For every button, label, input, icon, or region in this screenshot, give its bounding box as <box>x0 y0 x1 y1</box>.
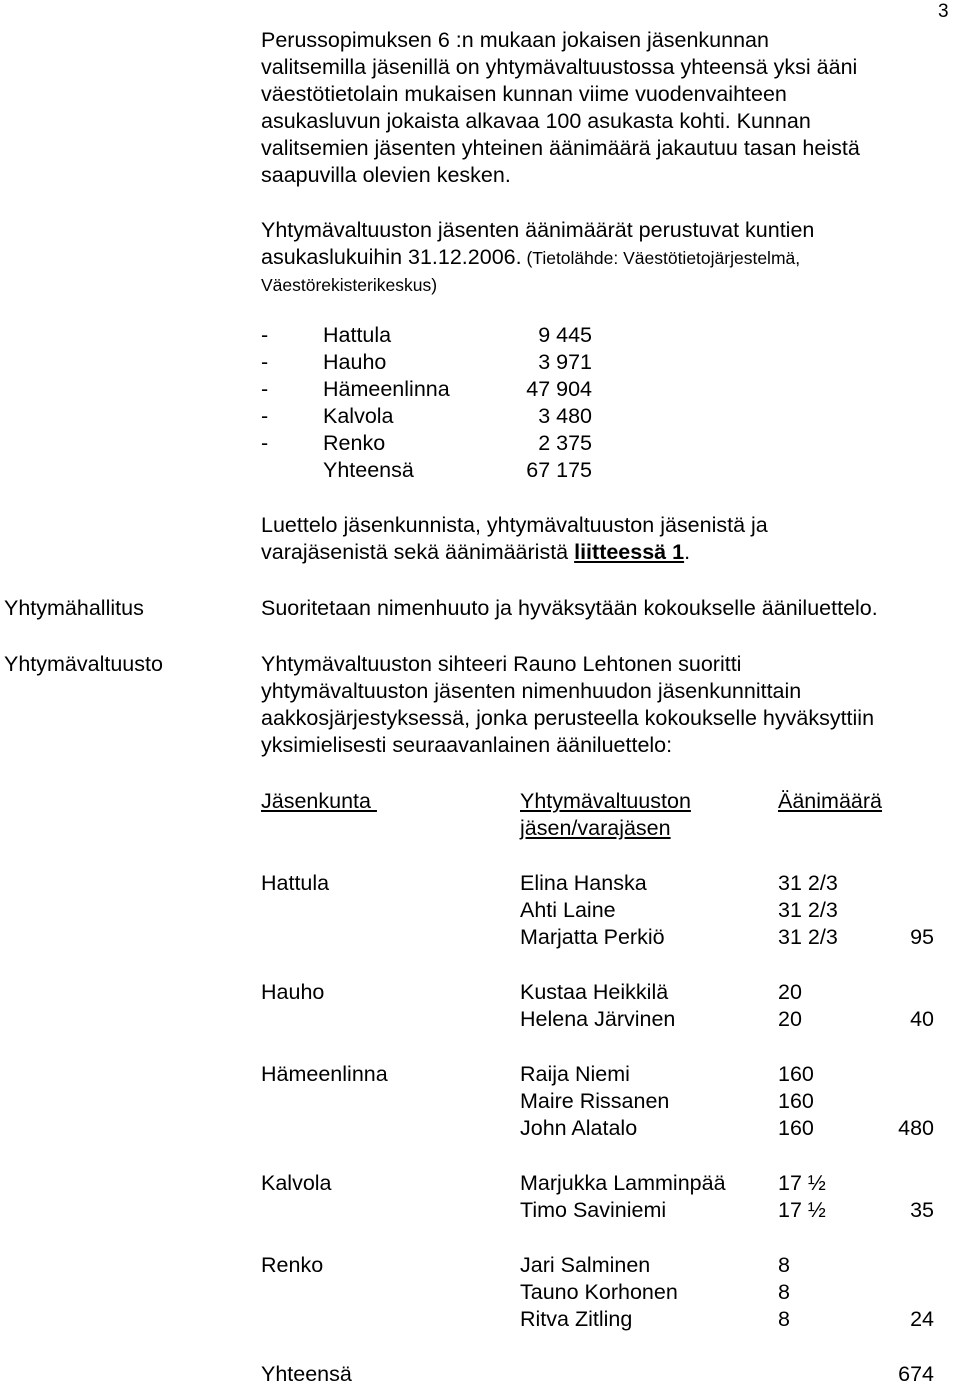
intro-line: väestötietolain mukaisen kunnan viime vuodenvaihteen <box>261 82 787 106</box>
member-name: Timo Saviniemi <box>520 1198 667 1222</box>
grand-total-value: 674 <box>898 1362 934 1386</box>
header-municipality: Jäsenkunta <box>261 789 377 813</box>
valtuusto-paragraph <box>261 651 951 759</box>
valtuusto-line: aakkosjärjestyksessä, jonka perusteella kokoukselle hyväksyttiin <box>261 706 875 730</box>
population-total-row <box>261 457 601 484</box>
valtuusto-line: yksimielisesti seuraavanlainen ääniluettelo: <box>261 733 673 757</box>
list-note-line <box>261 539 951 566</box>
municipality-name: Hämeenlinna <box>323 377 450 401</box>
total-label: Yhteensä <box>323 458 414 482</box>
member-votes: 17 ½ <box>778 1198 826 1222</box>
table-municipality: Kalvola <box>261 1171 332 1195</box>
table-municipality: Hämeenlinna <box>261 1062 388 1086</box>
basis-source-line: Väestörekisterikeskus) <box>261 275 438 295</box>
member-votes: 160 <box>778 1089 814 1113</box>
group-total: 95 <box>910 925 934 949</box>
section-label-hallitus: Yhtymähallitus <box>4 596 144 620</box>
list-dash: - <box>261 431 269 455</box>
group-total: 24 <box>910 1307 934 1331</box>
municipality-name: Hattula <box>323 323 392 347</box>
member-name: Raija Niemi <box>520 1062 630 1086</box>
member-votes: 160 <box>778 1062 814 1086</box>
attachment-reference: liitteessä 1 <box>574 540 685 564</box>
population-row <box>261 322 601 349</box>
member-name: Ahti Laine <box>520 898 616 922</box>
member-votes: 31 2/3 <box>778 871 838 895</box>
member-name: Ritva Zitling <box>520 1307 633 1331</box>
population-value: 3 971 <box>538 350 592 374</box>
population-row <box>261 403 601 430</box>
population-value: 9 445 <box>538 323 592 347</box>
member-votes: 20 <box>778 1007 802 1031</box>
member-name: Tauno Korhonen <box>520 1280 678 1304</box>
header-member-second-line: jäsen/varajäsen <box>520 816 671 840</box>
intro-line: valitsemilla jäsenillä on yhtymävaltuustossa yhteensä yksi ääni <box>261 55 858 79</box>
intro-line: valitsemien jäsenten yhteinen äänimäärä jakautuu tasan heistä <box>261 136 860 160</box>
municipality-name: Renko <box>323 431 386 455</box>
basis-line <box>261 244 951 272</box>
list-dash: - <box>261 350 269 374</box>
member-name: Elina Hanska <box>520 871 647 895</box>
member-name: Maire Rissanen <box>520 1089 670 1113</box>
member-name: Marjukka Lamminpää <box>520 1171 726 1195</box>
list-note-text: varajäsenistä sekä äänimääristä <box>261 540 575 564</box>
member-name: Helena Järvinen <box>520 1007 676 1031</box>
municipality-name: Hauho <box>323 350 387 374</box>
member-votes: 20 <box>778 980 802 1004</box>
valtuusto-line: yhtymävaltuuston jäsenten nimenhuudon jäsenkunnittain <box>261 679 802 703</box>
section-label-valtuusto: Yhtymävaltuusto <box>4 652 163 676</box>
hallitus-text: Suoritetaan nimenhuuto ja hyväksytään kokoukselle ääniluettelo. <box>261 596 878 620</box>
population-value: 47 904 <box>526 377 592 401</box>
member-name: Kustaa Heikkilä <box>520 980 669 1004</box>
member-name: Marjatta Perkiö <box>520 925 665 949</box>
member-votes: 160 <box>778 1116 814 1140</box>
list-note-line: Luettelo jäsenkunnista, yhtymävaltuuston jäsenistä ja <box>261 513 768 537</box>
basis-date-text: asukaslukuihin 31.12.2006. <box>261 245 522 269</box>
valtuusto-line: Yhtymävaltuuston sihteeri Rauno Lehtonen suoritti <box>261 652 742 676</box>
intro-line: Perussopimuksen 6 :n mukaan jokaisen jäsenkunnan <box>261 28 769 52</box>
grand-total-label: Yhteensä <box>261 1362 352 1386</box>
table-municipality: Renko <box>261 1253 324 1277</box>
population-value: 2 375 <box>538 431 592 455</box>
table-municipality: Hattula <box>261 871 330 895</box>
list-note-paragraph <box>261 512 951 566</box>
basis-paragraph <box>261 217 951 299</box>
intro-line: asukasluvun jokaista alkavaa 100 asukasta kohti. Kunnan <box>261 109 811 133</box>
basis-source-text: (Tietolähde: Väestötietojärjestelmä, <box>521 248 801 268</box>
list-dash: - <box>261 323 269 347</box>
group-total: 480 <box>898 1116 934 1140</box>
member-votes: 31 2/3 <box>778 898 838 922</box>
total-value: 67 175 <box>526 458 592 482</box>
list-note-period: . <box>684 540 691 564</box>
municipality-name: Kalvola <box>323 404 394 428</box>
population-row <box>261 349 601 376</box>
list-dash: - <box>261 404 269 428</box>
member-votes: 8 <box>778 1307 790 1331</box>
member-name: Jari Salminen <box>520 1253 651 1277</box>
header-votes: Äänimäärä <box>778 789 882 813</box>
member-votes: 8 <box>778 1280 790 1304</box>
population-row <box>261 376 601 403</box>
intro-line: saapuvilla olevien kesken. <box>261 163 511 187</box>
member-votes: 8 <box>778 1253 790 1277</box>
page-number: 3 <box>938 1 949 22</box>
intro-paragraph <box>261 27 951 189</box>
member-name: John Alatalo <box>520 1116 638 1140</box>
group-total: 40 <box>910 1007 934 1031</box>
member-votes: 17 ½ <box>778 1171 826 1195</box>
header-member: Yhtymävaltuuston <box>520 789 691 813</box>
table-municipality: Hauho <box>261 980 325 1004</box>
member-votes: 31 2/3 <box>778 925 838 949</box>
list-dash: - <box>261 377 269 401</box>
population-value: 3 480 <box>538 404 592 428</box>
basis-line: Yhtymävaltuuston jäsenten äänimäärät perustuvat kuntien <box>261 218 815 242</box>
population-row <box>261 430 601 457</box>
group-total: 35 <box>910 1198 934 1222</box>
